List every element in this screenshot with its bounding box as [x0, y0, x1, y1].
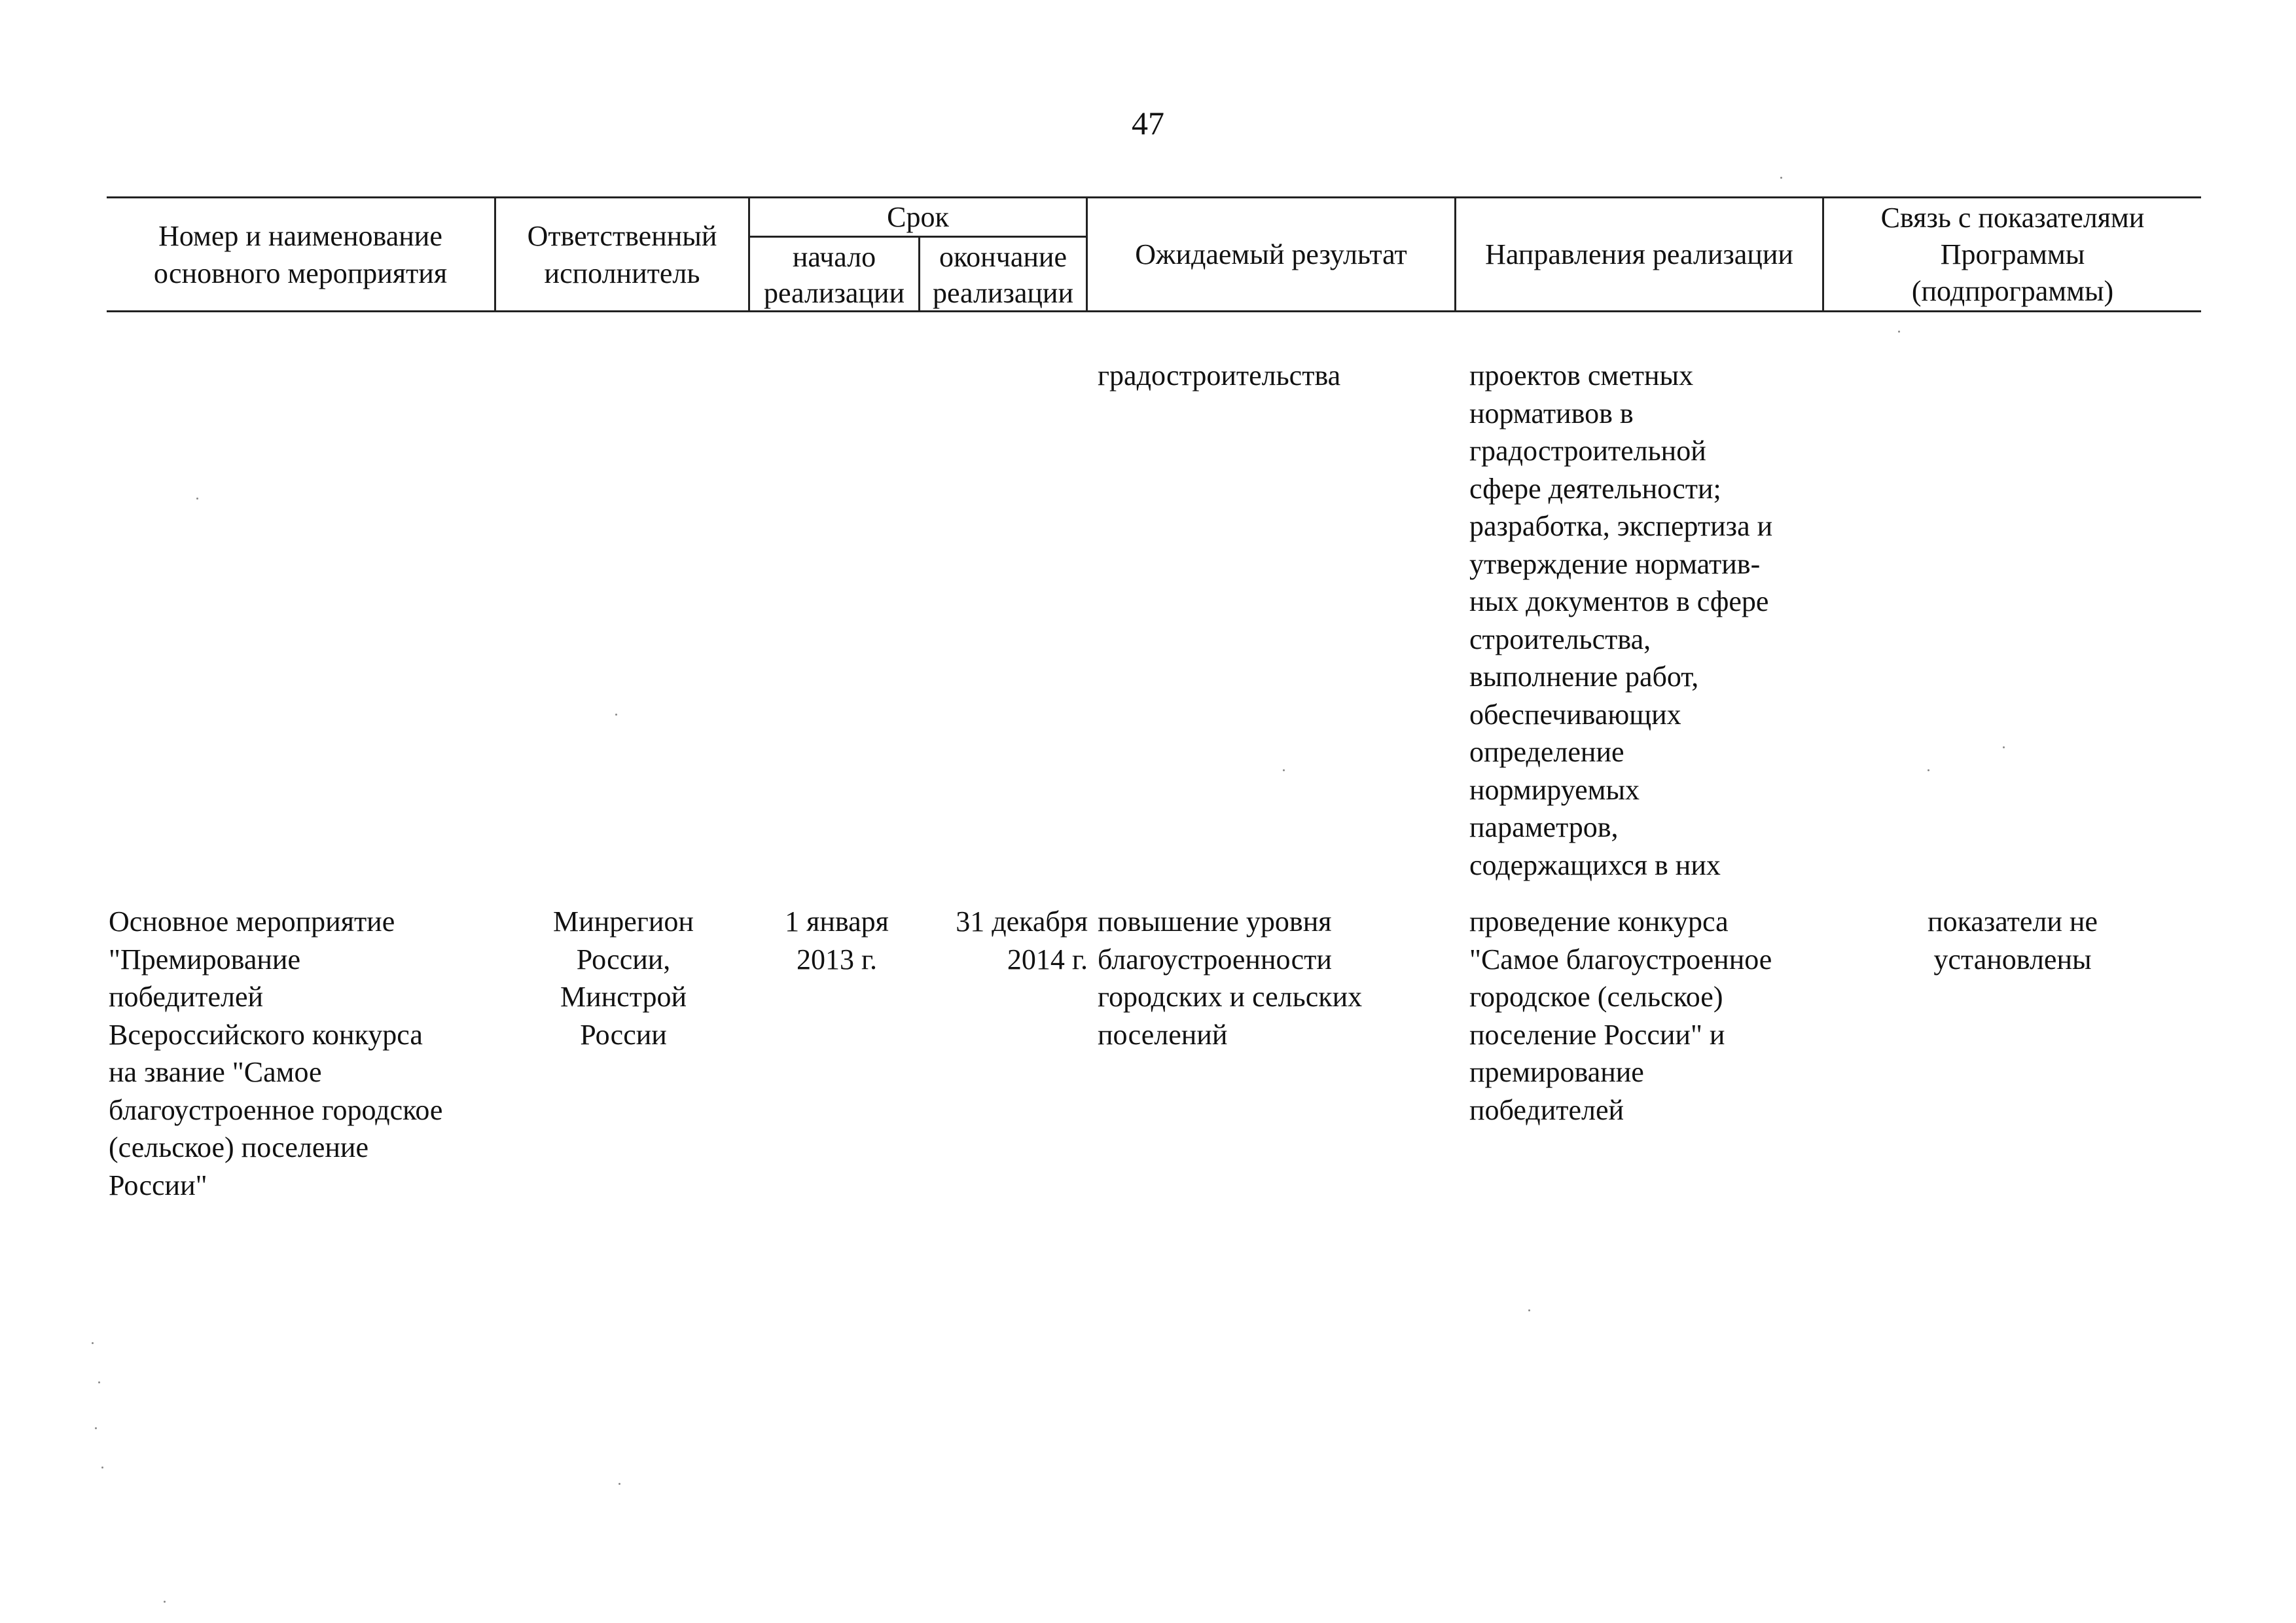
scan-speck — [196, 498, 198, 500]
header-term-start: начало реализации — [763, 241, 905, 309]
scan-speck — [98, 1381, 100, 1383]
row1-directions: проектов сметных нормативов в градостроительной сфере деятельности; разработка, экспертиза и утверждение норматив- ных документов в сфере строительства, выполнение работ, обеспечивающих определение нормируемых параметров, содержащихся в них — [1469, 359, 1773, 881]
row2-start: 1 января 2013 г. — [785, 905, 889, 976]
scan-speck — [1928, 769, 1929, 771]
scan-speck — [619, 1483, 620, 1485]
row2-result: повышение уровня благоустроенности городских и сельских поселений — [1098, 905, 1363, 1051]
header-expected-result: Ожидаемый результат — [1135, 238, 1407, 270]
row2-directions: проведение конкурса "Самое благоустроенное городское (сельское) поселение России" и премирование победителей — [1469, 905, 1772, 1126]
row2-name: Основное мероприятие "Премирование победителей Всероссийского конкурса на звание "Самое благоустроенное городское (сельское) поселение России" — [109, 905, 443, 1201]
scan-speck — [2003, 746, 2005, 748]
scan-speck — [92, 1342, 94, 1344]
header-number-name: Номер и наименование основного мероприятия — [153, 219, 448, 289]
scan-speck — [1780, 177, 1782, 179]
page-number: 47 — [1132, 105, 1164, 141]
row2-responsible: Минрегион России, Минстрой России — [553, 905, 694, 1051]
scan-speck — [95, 1427, 97, 1429]
scan-speck — [1898, 331, 1900, 333]
header-responsible: Ответственный исполнитель — [527, 219, 717, 289]
row1-result: градостроительства — [1098, 359, 1341, 392]
scan-speck — [1283, 769, 1285, 771]
scan-speck — [164, 1601, 166, 1603]
row2-indicators: показатели не установлены — [1928, 905, 2098, 976]
header-term-end: окончание реализации — [932, 241, 1074, 309]
scan-speck — [101, 1467, 103, 1468]
scan-speck — [1528, 1309, 1530, 1311]
scan-speck — [615, 714, 617, 716]
header-indicators: Связь с показателями Программы (подпрограммы) — [1880, 201, 2145, 307]
header-directions: Направления реализации — [1485, 238, 1793, 270]
header-term: Срок — [887, 201, 949, 233]
row2-end: 31 декабря 2014 г. — [956, 905, 1088, 976]
table-header — [107, 196, 2201, 312]
